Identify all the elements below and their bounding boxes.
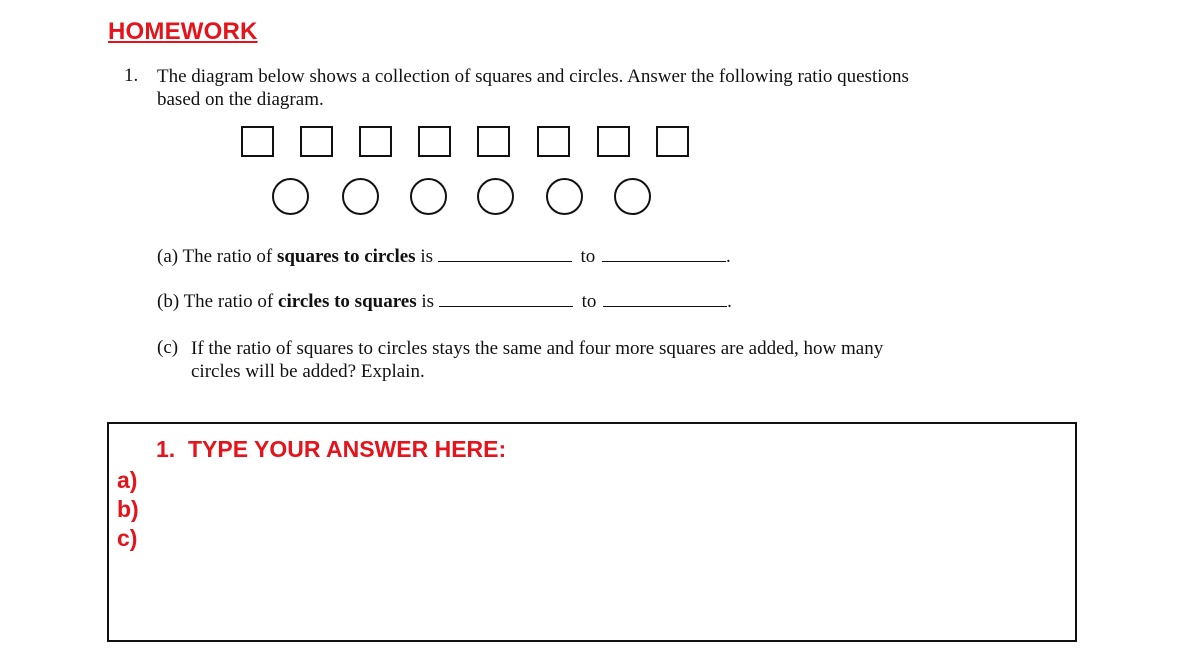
part-b-line: [157, 291, 732, 313]
part-b-blank-2[interactable]: [603, 292, 727, 307]
square-shape: [300, 126, 333, 157]
square-shape: [359, 126, 392, 157]
homework-heading: HOMEWORK: [108, 18, 258, 45]
part-a-blank-1[interactable]: [438, 247, 572, 262]
part-a-end: .: [726, 246, 731, 267]
question-text: The diagram below shows a collection of squares and circles. Answer the following ratio questions based on the diagram.: [157, 66, 909, 110]
square-shape: [597, 126, 630, 157]
part-a-bold-phrase: squares to circles: [276, 246, 416, 267]
answer-line-a[interactable]: a): [117, 467, 138, 493]
part-a-line: [157, 246, 731, 268]
part-b-connector: to: [581, 291, 597, 312]
part-b-text-before: The ratio of: [183, 291, 274, 312]
part-a-text-after: is: [420, 246, 434, 267]
part-a-text-before: The ratio of: [182, 246, 273, 267]
part-b-text-after: is: [421, 291, 435, 312]
part-c-label: (c): [157, 337, 179, 358]
square-shape: [418, 126, 451, 157]
part-b-blank-1[interactable]: [439, 292, 573, 307]
part-a-blank-2[interactable]: [602, 247, 726, 262]
answer-box-title: 1. TYPE YOUR ANSWER HERE:: [156, 436, 507, 462]
circle-shape: [342, 178, 379, 215]
answer-line-b[interactable]: b): [117, 496, 139, 522]
part-b-bold-phrase: circles to squares: [278, 291, 417, 312]
part-b-end: .: [727, 291, 732, 312]
circle-shape: [477, 178, 514, 215]
circle-shape: [272, 178, 309, 215]
question-number: 1.: [124, 65, 139, 86]
answer-line-c[interactable]: c): [117, 525, 138, 551]
circle-shape: [546, 178, 583, 215]
square-shape: [656, 126, 689, 157]
part-a-label: (a): [157, 246, 179, 267]
circle-shape: [410, 178, 447, 215]
part-c-text: If the ratio of squares to circles stays the same and four more squares are added, how many circles will be added? Explain.: [191, 338, 884, 382]
square-shape: [537, 126, 570, 157]
part-b-label: (b): [157, 291, 180, 312]
square-shape: [241, 126, 274, 157]
circle-shape: [614, 178, 651, 215]
square-shape: [477, 126, 510, 157]
part-a-connector: to: [580, 246, 596, 267]
